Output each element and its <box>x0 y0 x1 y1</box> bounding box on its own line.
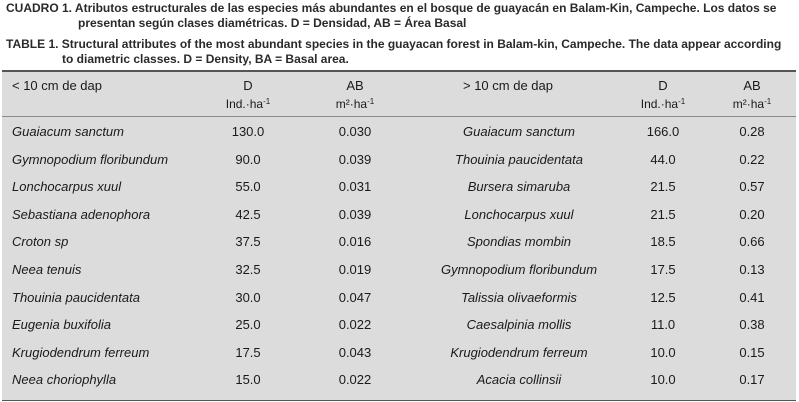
density-large: 21.5 <box>650 206 676 222</box>
header-d-unit-left: $Ind.\cdot ha^{-1}$ <box>225 97 271 111</box>
species-small: Thouinia paucidentata <box>12 289 140 305</box>
basal-area-large: 0.66 <box>739 234 765 250</box>
header-d-right: D <box>658 78 668 93</box>
basal-area-small: 0.016 <box>338 234 372 250</box>
species-large: Krugiodendrum ferreum <box>450 344 588 360</box>
density-small: 55.0 <box>235 179 261 195</box>
basal-area-large: 0.17 <box>739 372 765 388</box>
density-small: 25.0 <box>235 317 261 333</box>
density-small: 15.0 <box>235 372 261 388</box>
density-large: 12.5 <box>650 289 676 305</box>
species-large: Caesalpinia mollis <box>466 317 572 333</box>
density-small: 42.5 <box>235 206 261 222</box>
table-row <box>2 119 796 146</box>
species-large: Bursera simaruba <box>467 179 571 195</box>
caption-spanish-lead: CUADRO 1. <box>6 1 73 15</box>
table-row <box>2 202 796 229</box>
header-ab-right: AB <box>743 78 761 93</box>
density-large: 11.0 <box>650 317 676 333</box>
basal-area-large: 0.15 <box>739 344 765 360</box>
species-large: Thouinia paucidentata <box>455 151 583 167</box>
species-large: Lonchocarpus xuul <box>464 206 574 222</box>
header-ab-unit-left: $m^2\cdot ha^{-1}$ <box>335 97 375 111</box>
species-small: Sebastiana adenophora <box>12 206 151 222</box>
species-small: Eugenia buxifolia <box>12 317 112 333</box>
caption-spanish-line2: presentan según clases diamétricas. D = Densidad, AB = Área Basal <box>78 16 467 30</box>
header-ab-unit-right: $m^2\cdot ha^{-1}$ <box>732 97 772 111</box>
header-right-group: > 10 cm de dap <box>463 78 553 93</box>
density-small: 90.0 <box>235 151 261 167</box>
header-d-left: D <box>243 78 253 93</box>
basal-area-small: 0.043 <box>338 344 372 360</box>
caption-english-line2: to diametric classes. D = Density, BA = Basal area. <box>62 52 349 66</box>
table-row <box>2 174 796 201</box>
table-row <box>2 367 796 394</box>
caption-spanish-line1: Atributos estructurales de las especies más abundantes en el bosque de guayacán en Balam-Kin, Campeche. Los datos se <box>74 1 777 15</box>
basal-area-small: 0.039 <box>338 206 372 222</box>
table-row <box>2 312 796 339</box>
basal-area-large: 0.20 <box>739 206 765 222</box>
table-header <box>2 72 796 117</box>
species-small: Gymnopodium floribundum <box>12 151 169 167</box>
header-d-unit-right: $Ind.\cdot ha^{-1}$ <box>640 97 686 111</box>
species-small: Krugiodendrum ferreum <box>12 344 150 360</box>
basal-area-small: 0.019 <box>338 262 372 277</box>
table-row <box>2 229 796 256</box>
caption-english <box>6 37 796 67</box>
basal-area-large: 0.57 <box>739 179 765 195</box>
density-large: 10.0 <box>650 344 676 360</box>
density-small: 130.0 <box>231 124 265 139</box>
caption-english-lead: TABLE 1. <box>6 37 59 51</box>
basal-area-small: 0.022 <box>338 372 372 388</box>
caption-english-line1: Structural attributes of the most abundant species in the guayacan forest in Balam-kin, Campeche. The data appear according <box>61 37 782 51</box>
header-left-group: < 10 cm de dap <box>12 78 102 93</box>
density-small: 37.5 <box>235 234 261 250</box>
density-large: 21.5 <box>650 179 676 195</box>
density-small: 32.5 <box>235 262 261 277</box>
basal-area-large: 0.38 <box>739 317 765 333</box>
species-large: Acacia collinsii <box>476 372 562 388</box>
basal-area-small: 0.039 <box>338 151 372 167</box>
species-small: Neea choriophylla <box>12 372 117 388</box>
basal-area-small: 0.047 <box>338 289 372 305</box>
species-large: Talissia olivaeformis <box>461 289 577 305</box>
density-large: 10.0 <box>650 372 676 388</box>
species-small: Guaiacum sanctum <box>12 124 124 139</box>
basal-area-large: 0.41 <box>739 289 765 305</box>
species-large: Gymnopodium floribundum <box>440 262 598 277</box>
structural-attributes-table <box>2 70 796 401</box>
basal-area-small: 0.030 <box>338 124 372 139</box>
table-row <box>2 147 796 174</box>
species-small: Croton sp <box>12 234 69 250</box>
species-large: Guaiacum sanctum <box>463 124 575 139</box>
basal-area-small: 0.022 <box>338 317 372 333</box>
density-large: 18.5 <box>650 234 676 250</box>
basal-area-large: 0.28 <box>739 124 765 139</box>
caption-spanish <box>6 1 796 31</box>
basal-area-large: 0.13 <box>739 262 765 277</box>
density-large: 44.0 <box>650 151 676 167</box>
basal-area-large: 0.22 <box>739 151 765 167</box>
density-large: 17.5 <box>650 262 676 277</box>
table-row <box>2 340 796 367</box>
density-small: 30.0 <box>235 289 261 305</box>
species-large: Spondias mombin <box>466 234 572 250</box>
species-small: Lonchocarpus xuul <box>12 179 122 195</box>
header-ab-left: AB <box>346 78 364 93</box>
density-small: 17.5 <box>235 344 261 360</box>
species-small: Neea tenuis <box>12 262 82 277</box>
table-row <box>2 285 796 312</box>
basal-area-small: 0.031 <box>338 179 372 195</box>
density-large: 166.0 <box>646 124 680 139</box>
table-row <box>2 257 796 284</box>
